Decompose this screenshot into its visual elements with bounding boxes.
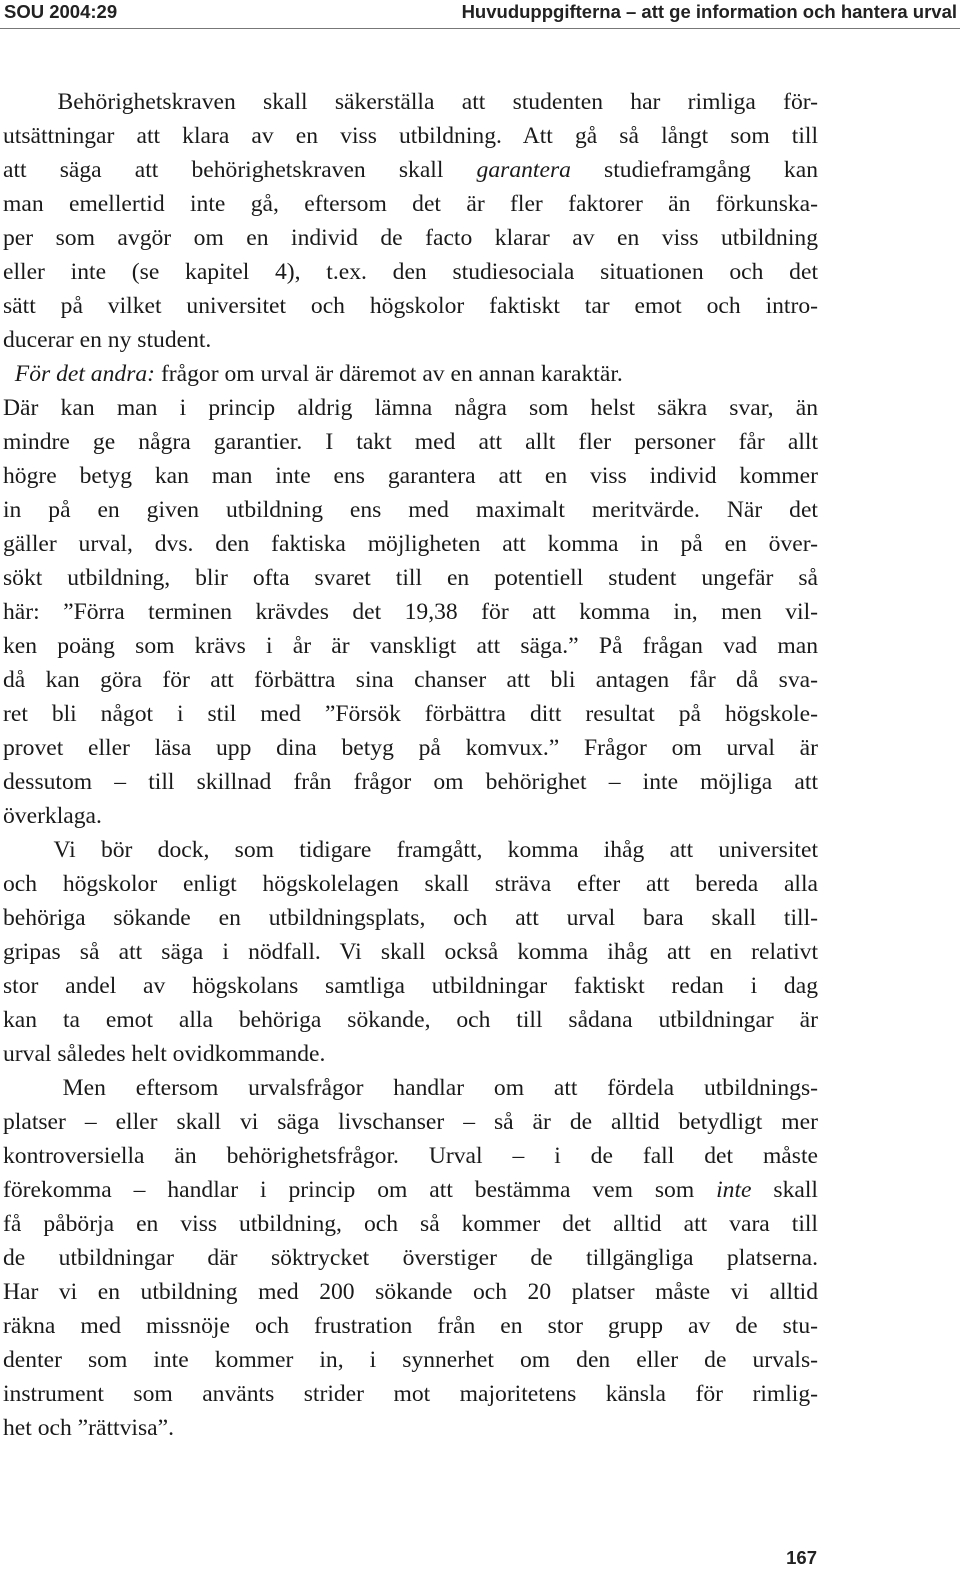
text-line xyxy=(3,85,818,119)
text-run: behöriga sökande en utbildningsplats, och att urval bara skall till- xyxy=(3,905,818,931)
text-run: överklaga. xyxy=(3,803,102,829)
text-run: kontroversiella än behörighetsfrågor. Urval – i de fall det måste xyxy=(3,1143,818,1169)
text-line xyxy=(3,119,818,153)
text-run: Har vi en utbildning med 200 sökande och 20 platser måste vi alltid xyxy=(3,1279,818,1305)
text-line xyxy=(3,765,818,799)
text-line xyxy=(3,187,818,221)
text-line xyxy=(3,1377,818,1411)
text-run: per som avgör om en individ de facto klarar av en viss utbildning xyxy=(3,225,818,251)
text-run: het och ”rättvisa”. xyxy=(3,1415,174,1441)
text-run: få påbörja en viss utbildning, och så kommer det alltid att vara till xyxy=(3,1211,818,1237)
text-line xyxy=(3,357,818,391)
text-line xyxy=(3,391,818,425)
text-run: skall xyxy=(751,1177,818,1203)
italic-text: garantera xyxy=(476,157,571,183)
text-run: Vi bör dock, som tidigare framgått, komma ihåg att universitet xyxy=(3,837,818,863)
text-run: Men eftersom urvalsfrågor handlar om att fördela utbildnings- xyxy=(3,1075,818,1101)
text-run: ducerar en ny student. xyxy=(3,327,212,353)
text-line xyxy=(3,969,818,1003)
text-run: frågor om urval är däremot av en annan karaktär. xyxy=(155,361,623,387)
header-rule xyxy=(0,28,960,29)
text-line xyxy=(3,153,818,187)
text-run: räkna med missnöje och frustration från en stor grupp av de stu- xyxy=(3,1313,818,1339)
text-line xyxy=(3,1105,818,1139)
text-line xyxy=(3,1037,818,1071)
text-run: gripas så att säga i nödfall. Vi skall också komma ihåg att en relativt xyxy=(3,939,818,965)
text-run: urval således helt ovidkommande. xyxy=(3,1041,326,1067)
text-line xyxy=(3,425,818,459)
text-run: instrument som använts strider mot majoritetens känsla för rimlig- xyxy=(3,1381,818,1407)
text-line xyxy=(3,833,818,867)
text-line xyxy=(3,1139,818,1173)
italic-text: För det andra: xyxy=(14,361,156,387)
text-line xyxy=(3,799,818,833)
text-line xyxy=(3,1003,818,1037)
italic-text: inte xyxy=(716,1177,752,1203)
text-run: in på en given utbildning ens med maximalt meritvärde. När det xyxy=(3,497,818,523)
text-run: Där kan man i princip aldrig lämna några som helst säkra svar, än xyxy=(3,395,818,421)
text-line xyxy=(3,901,818,935)
text-line xyxy=(3,493,818,527)
text-line xyxy=(3,629,818,663)
text-run: ken poäng som krävs i år är vanskligt att säga.” På frågan vad man xyxy=(3,633,818,659)
text-line xyxy=(3,561,818,595)
text-line xyxy=(3,221,818,255)
text-line xyxy=(3,595,818,629)
text-run: ret bli något i stil med ”Försök förbättra ditt resultat på högskole- xyxy=(3,701,818,727)
text-run: utsättningar att klara av en viss utbildning. Att gå så långt som till xyxy=(3,123,818,149)
text-run: här: ”Förra terminen krävdes det 19,38 för att komma in, men vil- xyxy=(3,599,818,625)
text-line xyxy=(3,697,818,731)
text-line xyxy=(3,289,818,323)
text-line xyxy=(3,1207,818,1241)
text-run: högre betyg kan man inte ens garantera att en viss individ kommer xyxy=(3,463,818,489)
text-line xyxy=(3,323,818,357)
text-run: sökt utbildning, blir ofta svaret till en potentiell student ungefär så xyxy=(3,565,818,591)
text-line xyxy=(3,527,818,561)
text-line xyxy=(3,935,818,969)
text-line xyxy=(3,1343,818,1377)
text-run: och högskolor enligt högskolelagen skall sträva efter att bereda alla xyxy=(3,871,818,897)
text-run: stor andel av högskolans samtliga utbildningar faktiskt redan i dag xyxy=(3,973,818,999)
text-line xyxy=(3,1071,818,1105)
text-run: Behörighetskraven skall säkerställa att studenten har rimliga för- xyxy=(3,89,818,115)
text-run: studieframgång kan xyxy=(570,157,818,183)
text-line xyxy=(3,867,818,901)
text-line xyxy=(3,663,818,697)
text-run: dessutom – till skillnad från frågor om behörighet – inte möjliga att xyxy=(3,769,818,795)
report-id: SOU 2004:29 xyxy=(4,1,118,22)
text-line xyxy=(3,459,818,493)
text-line xyxy=(3,1275,818,1309)
text-line xyxy=(3,1309,818,1343)
text-line xyxy=(3,255,818,289)
text-run: att säga att behörighetskraven skall xyxy=(3,157,477,183)
text-run: platser – eller skall vi säga livschanser – så är de alltid betydligt mer xyxy=(3,1109,818,1135)
text-run: mindre ge några garantier. I takt med att allt fler personer får allt xyxy=(3,429,818,455)
text-run: denter som inte kommer in, i synnerhet om den eller de urvals- xyxy=(3,1347,818,1373)
text-run: sätt på vilket universitet och högskolor faktiskt tar emot och intro- xyxy=(3,293,818,319)
chapter-title: Huvuduppgifterna – att ge information och hantera urval xyxy=(461,1,957,22)
page-number: 167 xyxy=(786,1547,817,1568)
text-run xyxy=(3,361,15,387)
running-header xyxy=(0,0,960,36)
text-line xyxy=(3,731,818,765)
text-line xyxy=(3,1173,818,1207)
text-line xyxy=(3,1411,818,1445)
body-text xyxy=(3,85,818,1445)
text-run: eller inte (se kapitel 4), t.ex. den studiesociala situationen och det xyxy=(3,259,818,285)
text-run: provet eller läsa upp dina betyg på komvux.” Frågor om urval är xyxy=(3,735,818,761)
text-run: gäller urval, dvs. den faktiska möjligheten att komma in på en över- xyxy=(3,531,818,557)
text-run: man emellertid inte gå, eftersom det är fler faktorer än förkunska- xyxy=(3,191,818,217)
text-run: då kan göra för att förbättra sina chanser att bli antagen får då sva- xyxy=(3,667,818,693)
text-run: förekomma – handlar i princip om att bestämma vem som xyxy=(3,1177,717,1203)
text-run: kan ta emot alla behöriga sökande, och till sådana utbildningar är xyxy=(3,1007,818,1033)
text-line xyxy=(3,1241,818,1275)
text-run: de utbildningar där söktrycket överstiger de tillgängliga platserna. xyxy=(3,1245,818,1271)
